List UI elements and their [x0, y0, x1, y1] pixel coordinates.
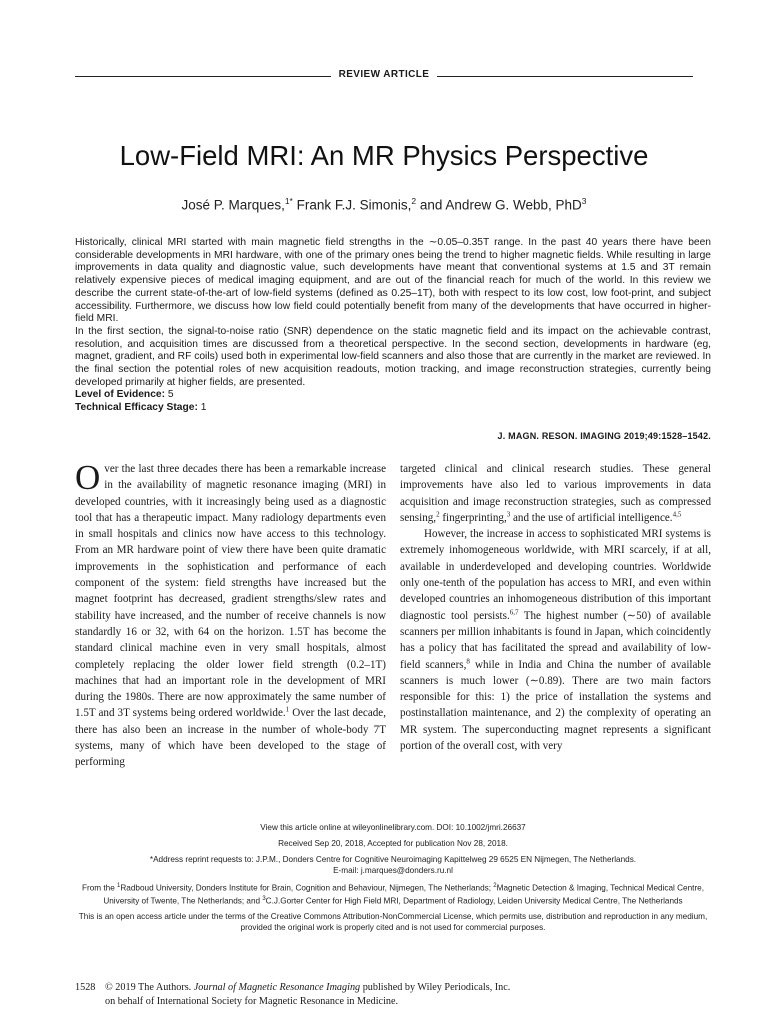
body-text: fingerprinting, [439, 511, 507, 524]
copyright-notice [105, 981, 705, 1008]
article-title: Low-Field MRI: An MR Physics Perspective [119, 140, 649, 171]
contact-email[interactable]: E-mail: j.marques@donders.ru.nl [333, 866, 453, 875]
copyright-text: published by Wiley Periodicals, Inc. [360, 982, 511, 993]
copyright-text: on behalf of International Society for Magnetic Resonance in Medicine. [105, 995, 399, 1007]
body-text: while in India and China the number of available scanners is much lower (∼0.89). There are two main factors responsible for this: 1) the price of installation the systems and postinstallation maintenance, and 2) the complexity of operating an MR system. The superconducting magnet represents a significant portion of the overall cost, with very [400, 658, 711, 753]
technical-efficacy-value: 1 [197, 402, 207, 414]
reference-marker[interactable]: 4,5 [672, 510, 682, 519]
body-text: and the use of artificial intelligence. [510, 511, 673, 524]
author-affiliation-marker: 1* [284, 196, 293, 206]
reference-marker[interactable]: 6,7 [509, 607, 519, 616]
body-paragraph [400, 461, 711, 526]
license-note: This is an open access article under the terms of the Creative Commons Attribution-NonCommercial License, which permits use, distribution and reproduction in any medium, provided the original work is properly cited and is not used for commercial purposes. [78, 912, 708, 933]
page-number: 1528 [75, 982, 96, 993]
author-affiliation-marker: 2 [411, 196, 417, 206]
affiliations [75, 881, 711, 906]
affiliation-marker: 2 [493, 883, 497, 889]
abstract-paragraph: In the first section, the signal-to-noise ratio (SNR) dependence on the static magnetic field and its impact on the achievable contrast, resolution, and acquisition times are discussed from a theoretical perspective. In the second section, developments in hardware (eg, magnet, gradient, and RF coils) used both in experimental low-field scanners and also those that are currently in the market are reviewed. In the final section the potential roles of new acquisition readouts, motion tracking, and image reconstruction strategies, currently being developed primarily at higher fields, are presented. [75, 325, 711, 388]
body-column-right [400, 461, 711, 754]
journal-name: Journal of Magnetic Resonance Imaging [193, 982, 361, 993]
reference-marker[interactable]: 8 [466, 656, 470, 665]
copyright-text: © 2019 The Authors. [105, 982, 194, 993]
section-label: REVIEW ARTICLE [331, 69, 438, 80]
body-paragraph [400, 526, 711, 754]
affiliation-text: Magnetic Detection & Imaging, Technical Medical Centre, University of Twente, The Netherlands; and [103, 883, 704, 906]
author-list [0, 196, 768, 213]
body-text: Over the last decade, there has also been an increase in the number of whole-body 7T systems, many of which have been developed to the stage of performing [75, 707, 387, 769]
author-name: José P. Marques, [181, 197, 285, 213]
level-of-evidence [75, 389, 711, 402]
drop-cap: O [75, 458, 101, 497]
body-text: However, the increase in access to sophisticated MRI systems is extremely inhomogeneous worldwide, with MRI scarcely, if at all, available in underdeveloped and developing countries. Worldwide only one-tenth of the population has access to MRI, and even within developed countries an inhomogeneous distribution of this important diagnostic tool persists. [400, 528, 711, 622]
reprint-address [75, 854, 711, 876]
author-affiliation-marker: 3 [581, 196, 587, 206]
affiliation-marker: 3 [262, 895, 266, 902]
body-text: targeted clinical and clinical research studies. These general improvements have also led to various improvements in data acquisition and image reconstruction strategies, such as compressed sensing, [400, 463, 711, 524]
body-paragraph [75, 458, 387, 771]
abstract-paragraph: Historically, clinical MRI started with main magnetic field strengths in the ∼0.05–0.35T range. In the past 40 years there have been considerable developments in MRI hardware, with one of the primary ones being the trend to higher magnetic fields. While resulting in large improvements in data quality and diagnostic value, such developments have meant that conventional systems at 1.5 and 3T remain relatively expensive pieces of medical imaging equipment, and are out of the financial reach for much of the world. In this review we describe the current state-of-the-art of low-field systems (defined as 0.25–1T), both with respect to its low cost, low foot-print, and subject accessibility. Furthermore, we discuss how low field could potentially benefit from many of the developments that have occurred in higher-field MRI. [75, 237, 711, 325]
reference-marker[interactable]: 2 [436, 510, 440, 519]
author-name: Frank F.J. Simonis, [292, 197, 412, 213]
affiliation-text: C.J.Gorter Center for High Field MRI, Department of Radiology, Leiden University Medical Centre, The Netherlands [265, 896, 683, 906]
received-dates: Received Sep 20, 2018, Accepted for publication Nov 28, 2018. [278, 839, 508, 848]
level-of-evidence-value: 5 [165, 389, 174, 401]
body-text: The highest number (∼50) of available scanners per million inhabitants is found in Japan, which coincidently has a policy that has facilitated the spread and availability of low-field scanners, [400, 609, 711, 671]
body-text: ver the last three decades there has been a remarkable increase in the availability of magnetic resonance imaging (MRI) in developed countries, with it increasingly being used as a diagnostic tool that has a therapeutic impact. Many radiology departments even in small hospitals and clinics now have access to this technology. From an MR hardware point of view there have been quite dramatic improvements in the sophistication and performance of each component of the system: field strengths have increased but the magnet footprint has decreased, gradient strengths/slew rates and stability have increased, and the number of receive channels is now standardly 16 or 32, with 64 on the horizon. 1.5T has become the standard clinical machine even in very small hospitals, almost completely replacing the older lower field strength (0.2–1T) machines that had an important role in the development of MRI during the 1980s. There are now approximately the same number of 1.5T and 3T systems being ordered worldwide. [75, 463, 386, 720]
article-footnotes [75, 822, 711, 938]
online-doi-note[interactable]: View this article online at wileyonlinelibrary.com. DOI: 10.1002/jmri.26637 [260, 823, 526, 832]
affiliations-intro: From the [82, 883, 118, 893]
reference-marker[interactable]: 3 [506, 510, 511, 519]
abstract [75, 237, 711, 415]
affiliation-text: Radboud University, Donders Institute for Brain, Cognition and Behaviour, Nijmegen, The Netherlands; [120, 883, 494, 893]
technical-efficacy-stage [75, 402, 711, 415]
author-name: and Andrew G. Webb, PhD [416, 197, 582, 213]
journal-citation: J. MAGN. RESON. IMAGING 2019;49:1528–1542. [497, 431, 711, 441]
reference-marker[interactable]: 1 [285, 705, 290, 714]
level-of-evidence-label: Level of Evidence: [75, 389, 166, 401]
affiliation-marker: 1 [117, 883, 121, 889]
reprint-text: *Address reprint requests to: J.P.M., Donders Centre for Cognitive Neuroimaging Kapittelweg 29 6525 EN Nijmegen, The Netherlands. [149, 855, 637, 864]
section-header [75, 69, 693, 83]
technical-efficacy-label: Technical Efficacy Stage: [75, 402, 198, 414]
body-column-left [75, 458, 387, 771]
